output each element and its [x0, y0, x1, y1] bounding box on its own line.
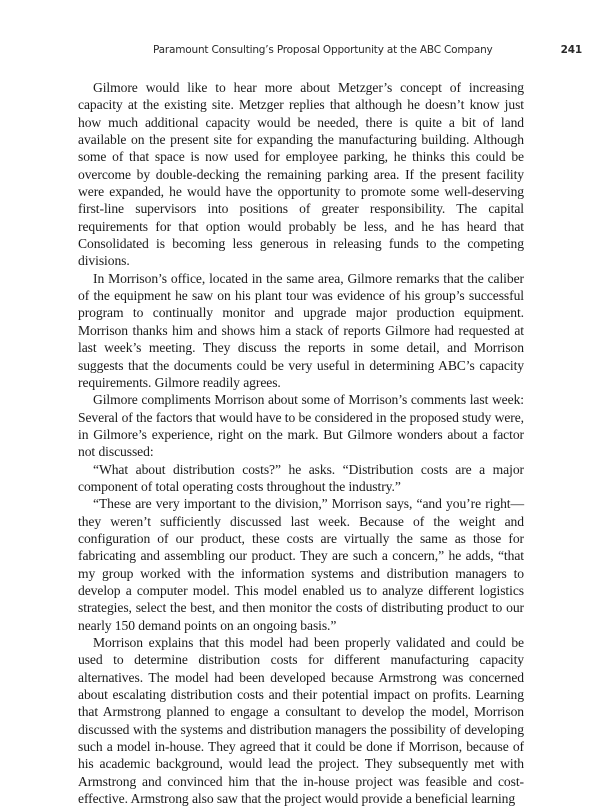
paragraph: “These are very important to the division,” Morrison says, “and you’re right—they weren’t sufficiently discussed last week. Because of the weight and configuration of our product, these costs are virtually the same as those for fabricating and assembling our product. They are such a concern,” he adds, “that my group worked with the information systems and distribution managers to develop a computer model. This model enabled us to analyze different logistics strategies, select the best, and then monitor the costs of distributing product to our nearly 150 demand points on an ongoing basis.” — [78, 496, 524, 633]
paragraph: In Morrison’s office, located in the same area, Gilmore remarks that the caliber of the equipment he saw on his plant tour was evidence of his group’s successful program to continually monitor and upgrade major production equipment. Morrison thanks him and shows him a stack of reports Gilmore had requested at last week’s meeting. They discuss the reports in some detail, and Morrison suggests that the documents could be very useful in determining ABC’s capacity requirements. Gilmore readily agrees. — [78, 270, 524, 390]
body-text — [78, 79, 524, 807]
paragraph: Gilmore would like to hear more about Metzger’s concept of increasing capacity at the existing site. Metzger replies that although he doesn’t know just how much additional capacity would be needed, there is quite a bit of land available on the present site for expanding the manufacturing building. Although some of that space is now used for employee parking, he thinks this could be overcome by double-decking the remaining parking area. If the present facility were expanded, he would have the opportunity to promote some well-deserving first-line supervisors into positions of greater responsibility. The capital requirements for that option would probably be less, and he has heard that Consolidated is becoming less generous in releasing funds to the competing divisions. — [78, 80, 524, 269]
paragraph: “What about distribution costs?” he asks. “Distribution costs are a major component of total operating costs throughout the industry.” — [78, 461, 524, 494]
running-title: Paramount Consulting’s Proposal Opportunity at the ABC Company — [153, 44, 493, 56]
paragraph: Morrison explains that this model had been properly validated and could be used to determine distribution costs for different manufacturing capacity alternatives. The model had been developed because Armstrong was concerned about escalating distribution costs and their potential impact on profits. Learning that Armstrong planned to engage a consultant to develop the model, Morrison discussed with the systems and distribution managers the possibility of developing such a model in-house. They agreed that it could be done if Morrison, because of his academic background, would lead the project. They subsequently met with Armstrong and convinced him that the in-house project was feasible and cost-effective. Armstrong also saw that the project would provide a beneficial learning — [78, 635, 524, 807]
page-number: 241 — [560, 44, 582, 56]
running-head — [78, 44, 582, 60]
paragraph: Gilmore compliments Morrison about some of Morrison’s comments last week: Several of the factors that would have to be considered in the proposed study were, in Gilmore’s experience, right on the mark. But Gilmore wonders about a factor not discussed: — [78, 392, 524, 460]
